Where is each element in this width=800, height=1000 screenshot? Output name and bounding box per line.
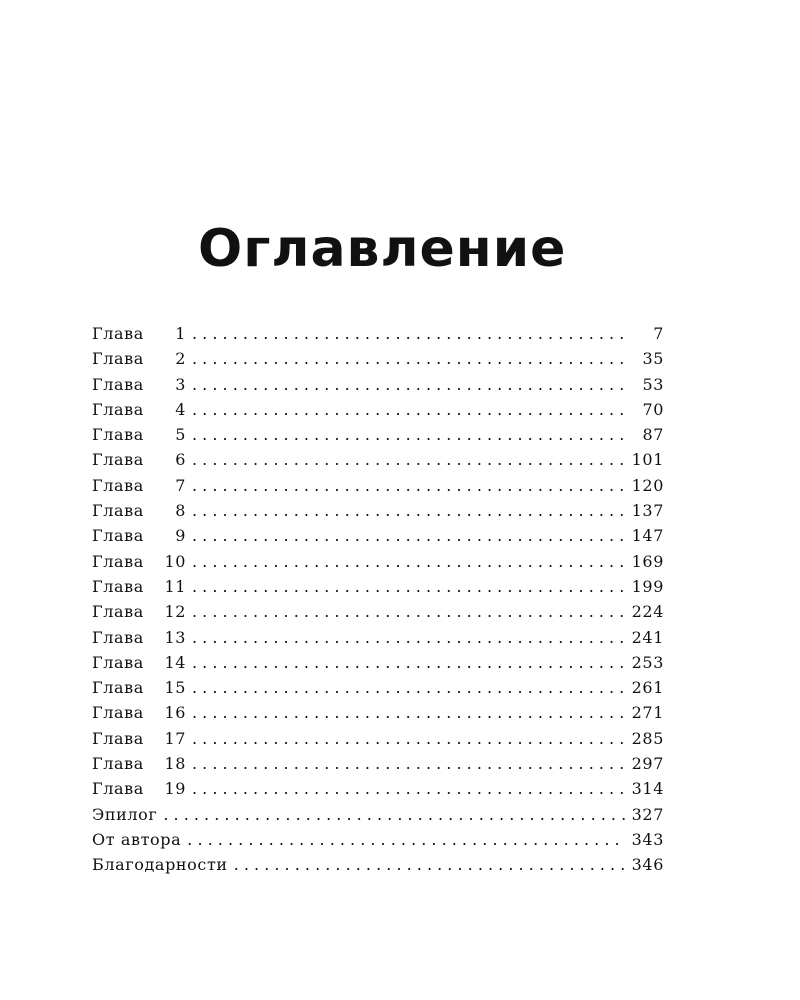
toc-entry-name: От автора: [92, 829, 182, 849]
toc-entry: [92, 397, 664, 422]
dot-leader: [192, 372, 626, 397]
toc-entry-number: 19: [164, 779, 186, 799]
toc-entry-label: [92, 675, 186, 700]
toc-entry: [92, 422, 664, 447]
toc-entry: [92, 599, 664, 624]
toc-entry-page: 120: [631, 475, 664, 495]
toc-entry-name: Глава: [92, 551, 144, 571]
dot-leader: [192, 700, 626, 725]
toc-entry-page: 285: [631, 728, 664, 748]
toc-entry-page: 7: [653, 324, 664, 343]
toc-entry-label: [92, 321, 186, 346]
dot-leader: [163, 802, 626, 827]
toc-entry-label: [92, 751, 186, 776]
toc-entry-page: 224: [631, 602, 664, 622]
toc-entry-label: [92, 422, 186, 447]
page-title: Оглавление: [198, 218, 567, 279]
toc-entry-name: Глава: [92, 779, 144, 799]
toc-entry: [92, 346, 664, 371]
toc-entry-page: 169: [631, 551, 664, 571]
toc-entry-page: 35: [642, 349, 664, 369]
toc-entry-name: Эпилог: [92, 804, 158, 824]
dot-leader: [192, 675, 626, 700]
dot-leader: [192, 321, 626, 346]
toc-entry-page: 343: [631, 829, 664, 849]
toc-entry-label: [92, 852, 228, 877]
toc-entry-label: [92, 625, 186, 650]
toc-entry-name: Глава: [92, 425, 144, 445]
toc-entry-label: [92, 473, 186, 498]
toc-entry: [92, 827, 664, 852]
toc-entry-number: 12: [164, 602, 186, 622]
dot-leader: [192, 549, 626, 574]
toc-entry-label: [92, 599, 186, 624]
toc-entry: [92, 802, 664, 827]
toc-entry-label: [92, 498, 186, 523]
toc-entry-name: Глава: [92, 754, 144, 774]
toc-entry-number: 18: [164, 754, 186, 774]
toc-entry-page: 137: [631, 501, 664, 521]
toc-entry-name: Глава: [92, 526, 144, 546]
toc-entry-page: 70: [642, 399, 664, 419]
dot-leader: [192, 776, 626, 801]
dot-leader: [192, 422, 626, 447]
toc-entry-name: Глава: [92, 374, 144, 394]
dot-leader: [192, 625, 626, 650]
toc-entry-name: Глава: [92, 576, 144, 596]
toc-entry-page: 241: [631, 627, 664, 647]
toc-entry: [92, 473, 664, 498]
toc-entry: [92, 776, 664, 801]
toc-entry: [92, 751, 664, 776]
toc-entry-name: Глава: [92, 501, 144, 521]
dot-leader: [192, 447, 626, 472]
dot-leader: [192, 599, 626, 624]
toc-entry-page: 261: [631, 678, 664, 698]
toc-entry-name: Глава: [92, 627, 144, 647]
toc-entry-label: [92, 802, 157, 827]
toc-entry: [92, 574, 664, 599]
toc-entry-name: Глава: [92, 678, 144, 698]
toc-entry-name: Глава: [92, 324, 144, 343]
toc-entry-number: 14: [164, 652, 186, 672]
toc-entry-number: 11: [164, 576, 186, 596]
toc-entry: [92, 625, 664, 650]
toc-entry-label: [92, 549, 186, 574]
toc-entry-number: 9: [175, 526, 186, 546]
toc-entry-label: [92, 447, 186, 472]
toc-entry-name: Глава: [92, 652, 144, 672]
toc-entry-number: 6: [175, 450, 186, 470]
toc-entry-number: 4: [175, 399, 186, 419]
toc-entry-page: 253: [631, 652, 664, 672]
toc-entry-page: 199: [631, 576, 664, 596]
toc-entry-label: [92, 726, 186, 751]
toc-entry-name: Глава: [92, 399, 144, 419]
toc-entry-page: 53: [642, 374, 664, 394]
toc-entry-page: 87: [642, 425, 664, 445]
toc-entry-number: 10: [164, 551, 186, 571]
toc-entry-name: Глава: [92, 349, 144, 369]
toc-entry-page: 101: [631, 450, 664, 470]
toc-entry: [92, 549, 664, 574]
toc-entry: [92, 447, 664, 472]
toc-entry: [92, 700, 664, 725]
toc-entry-number: 16: [164, 703, 186, 723]
toc-entry-number: 2: [175, 349, 186, 369]
dot-leader: [187, 827, 626, 852]
dot-leader: [192, 473, 626, 498]
toc-entry-label: [92, 346, 186, 371]
toc-entry-number: 3: [175, 374, 186, 394]
toc-entry-name: Глава: [92, 703, 144, 723]
toc-entry-label: [92, 574, 186, 599]
toc-entry-label: [92, 827, 181, 852]
toc-entry: [92, 498, 664, 523]
toc-entry-number: 8: [175, 501, 186, 521]
dot-leader: [192, 523, 626, 548]
dot-leader: [192, 498, 626, 523]
toc-entry-number: 5: [175, 425, 186, 445]
toc-entry-number: 15: [164, 678, 186, 698]
toc-entry-label: [92, 650, 186, 675]
toc-entry-page: 147: [631, 526, 664, 546]
dot-leader: [192, 346, 626, 371]
toc-entry-label: [92, 397, 186, 422]
dot-leader: [234, 852, 626, 877]
toc-entry: [92, 852, 664, 877]
toc-entry-number: 7: [175, 475, 186, 495]
toc-entry: [92, 321, 664, 346]
toc-entry-page: 314: [631, 779, 664, 799]
toc-entry-label: [92, 776, 186, 801]
toc-entry-name: Глава: [92, 450, 144, 470]
toc-entry-number: 17: [164, 728, 186, 748]
dot-leader: [192, 650, 626, 675]
toc-entry-page: 297: [631, 754, 664, 774]
dot-leader: [192, 397, 626, 422]
toc-entry-name: Глава: [92, 475, 144, 495]
toc-entry-label: [92, 523, 186, 548]
toc-entry-number: 13: [164, 627, 186, 647]
toc-entry-page: 327: [631, 804, 664, 824]
toc-entry-page: 346: [631, 855, 664, 875]
toc-entry-label: [92, 372, 186, 397]
toc-entry: [92, 650, 664, 675]
toc-entry-number: 1: [175, 324, 186, 343]
dot-leader: [192, 751, 626, 776]
dot-leader: [192, 574, 626, 599]
toc-entry-name: Глава: [92, 602, 144, 622]
toc-entry-page: 271: [631, 703, 664, 723]
toc-entry-name: Глава: [92, 728, 144, 748]
table-of-contents: [92, 321, 664, 878]
toc-entry-label: [92, 700, 186, 725]
dot-leader: [192, 726, 626, 751]
toc-entry: [92, 372, 664, 397]
toc-entry: [92, 726, 664, 751]
toc-entry-name: Благодарности: [92, 855, 228, 875]
toc-entry: [92, 675, 664, 700]
toc-entry: [92, 523, 664, 548]
